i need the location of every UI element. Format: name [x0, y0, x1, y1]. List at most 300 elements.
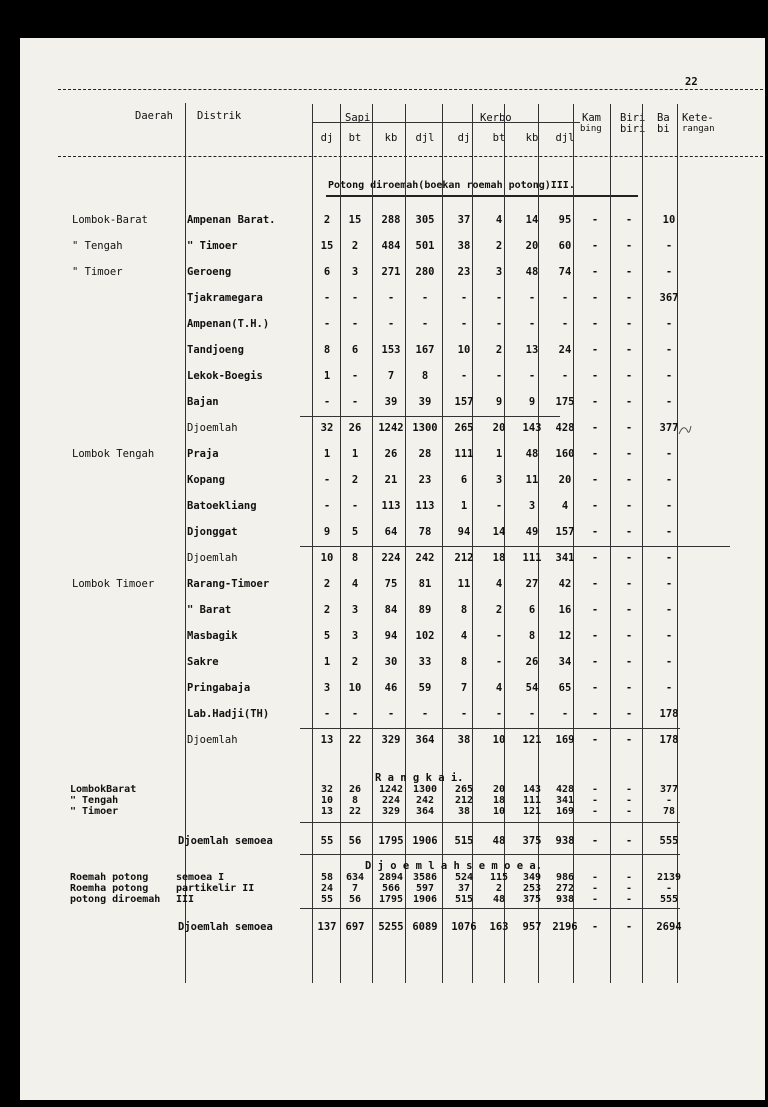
- grand-cell: -: [591, 894, 599, 905]
- table-cell: -: [591, 214, 599, 226]
- table-cell: -: [591, 422, 599, 434]
- table-cell: 27: [525, 578, 539, 590]
- table-cell: 169: [555, 734, 575, 746]
- table-cell: -: [625, 708, 633, 720]
- rangkai-cell: 38: [457, 806, 471, 817]
- table-cell: 65: [558, 682, 572, 694]
- table-cell: -: [495, 370, 503, 382]
- table-cell: 2: [495, 604, 503, 616]
- table-cell: 78: [418, 526, 432, 538]
- grand-label-2: semoea I: [176, 872, 225, 883]
- grand-total-cell: 6089: [412, 921, 438, 933]
- table-cell: 265: [454, 422, 474, 434]
- table-cell: 38: [457, 734, 471, 746]
- table-cell: 10: [457, 344, 471, 356]
- column-divider: [538, 104, 539, 983]
- table-cell: -: [528, 708, 536, 720]
- table-cell: 178: [659, 708, 679, 720]
- rangkai-rule: [300, 822, 680, 823]
- row-distrik: Sakre: [187, 656, 219, 668]
- row-distrik: Tandjoeng: [187, 344, 244, 356]
- column-divider: [442, 104, 443, 983]
- table-cell: 271: [381, 266, 401, 278]
- grand-label: Roemha potong: [70, 883, 149, 894]
- table-cell: 48: [525, 448, 539, 460]
- row-distrik: Pringabaja: [187, 682, 251, 694]
- grand-cell: 2894: [378, 872, 404, 883]
- table-cell: -: [665, 370, 673, 382]
- table-cell: -: [625, 474, 633, 486]
- table-cell: 3: [323, 682, 331, 694]
- table-cell: 1: [323, 656, 331, 668]
- row-daerah: " Tengah: [72, 240, 123, 252]
- column-divider: [573, 104, 574, 983]
- grand-cell: 3586: [412, 872, 438, 883]
- table-cell: 34: [558, 656, 572, 668]
- table-cell: -: [625, 630, 633, 642]
- grand-cell: 56: [348, 894, 362, 905]
- table-cell: 4: [495, 578, 503, 590]
- table-cell: -: [665, 656, 673, 668]
- table-cell: 15: [348, 214, 362, 226]
- table-cell: 3: [351, 266, 359, 278]
- table-cell: 48: [525, 266, 539, 278]
- table-cell: 94: [384, 630, 398, 642]
- table-cell: 21: [384, 474, 398, 486]
- table-cell: 501: [415, 240, 435, 252]
- rangkai-cell: 10: [320, 795, 334, 806]
- table-cell: 4: [495, 214, 503, 226]
- table-cell: -: [665, 630, 673, 642]
- document-page: [20, 38, 765, 1100]
- table-cell: 5: [323, 630, 331, 642]
- rangkai-cell: 169: [555, 806, 575, 817]
- table-cell: -: [351, 292, 359, 304]
- grand-cell: 48: [492, 894, 506, 905]
- table-cell: 6: [351, 344, 359, 356]
- table-cell: 329: [381, 734, 401, 746]
- table-cell: 178: [659, 734, 679, 746]
- row-distrik: Praja: [187, 448, 219, 460]
- table-cell: -: [528, 318, 536, 330]
- grand-total-cell: 163: [489, 921, 509, 933]
- table-cell: -: [591, 578, 599, 590]
- grand-cell: 524: [454, 872, 474, 883]
- column-divider: [185, 103, 186, 983]
- table-cell: 242: [415, 552, 435, 564]
- table-cell: -: [495, 292, 503, 304]
- table-cell: 26: [384, 448, 398, 460]
- table-cell: 8: [460, 604, 468, 616]
- header-kerbo: Kerbo: [480, 112, 512, 124]
- table-cell: 54: [525, 682, 539, 694]
- grand-total-cell: 2196: [552, 921, 578, 933]
- table-cell: -: [591, 396, 599, 408]
- rangkai-cell: 212: [454, 795, 474, 806]
- sub-header-cell: kb: [525, 132, 539, 144]
- table-cell: 37: [457, 214, 471, 226]
- table-cell: 23: [457, 266, 471, 278]
- sapi-underline: [312, 122, 472, 123]
- table-cell: -: [351, 708, 359, 720]
- table-cell: -: [351, 370, 359, 382]
- rangkai-cell: 143: [522, 784, 542, 795]
- column-divider: [405, 104, 406, 983]
- grand-cell: 555: [659, 894, 679, 905]
- table-cell: 9: [495, 396, 503, 408]
- rangkai-total-label: Djoemlah semoea: [178, 835, 273, 847]
- grand-total-cell: 1076: [451, 921, 477, 933]
- ink-mark: [675, 420, 695, 440]
- table-cell: -: [591, 656, 599, 668]
- table-cell: 7: [460, 682, 468, 694]
- sub-header-cell: bt: [492, 132, 506, 144]
- rangkai-cell: 224: [381, 795, 401, 806]
- rangkai-cell: 20: [492, 784, 506, 795]
- rangkai-cell: -: [625, 795, 633, 806]
- rangkai-cell: 8: [351, 795, 359, 806]
- table-cell: 26: [348, 422, 362, 434]
- table-cell: 1242: [378, 422, 404, 434]
- table-cell: 1: [323, 370, 331, 382]
- table-cell: 13: [525, 344, 539, 356]
- table-cell: 102: [415, 630, 435, 642]
- sub-header-cell: bt: [348, 132, 362, 144]
- table-cell: -: [323, 318, 331, 330]
- sub-header-cell: dj: [320, 132, 334, 144]
- table-cell: -: [665, 344, 673, 356]
- table-cell: 8: [528, 630, 536, 642]
- table-cell: -: [561, 708, 569, 720]
- row-distrik: Tjakramegara: [187, 292, 263, 304]
- table-cell: -: [625, 396, 633, 408]
- rangkai-cell: -: [625, 784, 633, 795]
- table-cell: 8: [351, 552, 359, 564]
- table-cell: 39: [418, 396, 432, 408]
- table-cell: -: [387, 318, 395, 330]
- rangkai-total-cell: 375: [522, 835, 542, 847]
- grand-cell: 55: [320, 894, 334, 905]
- table-cell: -: [591, 448, 599, 460]
- rangkai-cell: 32: [320, 784, 334, 795]
- table-cell: -: [665, 578, 673, 590]
- grand-label-2: III: [176, 894, 195, 905]
- table-cell: 38: [457, 240, 471, 252]
- table-cell: 1: [460, 500, 468, 512]
- table-cell: -: [591, 604, 599, 616]
- row-distrik: Rarang-Timoer: [187, 578, 270, 590]
- table-cell: 428: [555, 422, 575, 434]
- table-cell: 111: [454, 448, 474, 460]
- table-cell: 11: [525, 474, 539, 486]
- table-cell: 22: [348, 734, 362, 746]
- rangkai-cell: 10: [492, 806, 506, 817]
- table-cell: 8: [421, 370, 429, 382]
- table-cell: 364: [415, 734, 435, 746]
- table-cell: 175: [555, 396, 575, 408]
- table-cell: -: [495, 318, 503, 330]
- table-cell: 14: [492, 526, 506, 538]
- table-cell: 13: [320, 734, 334, 746]
- table-cell: -: [625, 266, 633, 278]
- table-cell: -: [665, 448, 673, 460]
- rangkai-cell: 1242: [378, 784, 404, 795]
- rangkai-cell: -: [591, 806, 599, 817]
- grand-cell: 2: [495, 883, 503, 894]
- table-cell: 1300: [412, 422, 438, 434]
- rangkai-cell: 111: [522, 795, 542, 806]
- table-cell: 14: [525, 214, 539, 226]
- header-kam-2: bing: [580, 124, 602, 134]
- page-number: 22: [685, 76, 698, 88]
- top-dashed-rule: [58, 89, 763, 90]
- rangkai-total-rule: [300, 854, 680, 855]
- table-cell: 26: [525, 656, 539, 668]
- grand-cell: -: [625, 894, 633, 905]
- table-cell: -: [591, 474, 599, 486]
- rangkai-cell: 265: [454, 784, 474, 795]
- table-cell: -: [625, 344, 633, 356]
- table-cell: -: [665, 682, 673, 694]
- table-cell: -: [625, 448, 633, 460]
- grand-total-cell: 5255: [378, 921, 404, 933]
- table-cell: 2: [323, 214, 331, 226]
- table-cell: 8: [323, 344, 331, 356]
- table-cell: -: [460, 318, 468, 330]
- kerbo-underline: [472, 122, 580, 123]
- rangkai-title: R a n g k a i.: [375, 772, 464, 784]
- table-cell: 367: [659, 292, 679, 304]
- table-cell: -: [591, 526, 599, 538]
- table-cell: 15: [320, 240, 334, 252]
- rangkai-cell: 121: [522, 806, 542, 817]
- header-distrik: Distrik: [197, 110, 242, 122]
- table-cell: -: [625, 526, 633, 538]
- row-rule-djonggat: [300, 546, 730, 547]
- table-cell: -: [591, 240, 599, 252]
- header-keterangan-2: rangan: [682, 124, 715, 134]
- table-cell: 20: [525, 240, 539, 252]
- grand-label: Roemah potong: [70, 872, 149, 883]
- grand-total-cell: 697: [345, 921, 365, 933]
- rangkai-cell: -: [625, 806, 633, 817]
- table-cell: 2: [351, 240, 359, 252]
- row-distrik: Djoemlah: [187, 734, 238, 746]
- grand-cell: 1906: [412, 894, 438, 905]
- table-cell: 2: [495, 240, 503, 252]
- table-cell: -: [625, 240, 633, 252]
- table-cell: 4: [495, 682, 503, 694]
- rangkai-cell: 13: [320, 806, 334, 817]
- table-cell: -: [351, 318, 359, 330]
- grand-cell: 634: [345, 872, 365, 883]
- sub-header-cell: djl: [415, 132, 435, 144]
- grand-cell: 566: [381, 883, 401, 894]
- table-cell: -: [591, 682, 599, 694]
- row-distrik: Lab.Hadji(TH): [187, 708, 270, 720]
- table-cell: 75: [384, 578, 398, 590]
- header-sapi: Sapi: [345, 112, 371, 124]
- table-cell: 212: [454, 552, 474, 564]
- grand-label: potong diroemah: [70, 894, 161, 905]
- table-cell: -: [460, 708, 468, 720]
- rangkai-total-cell: -: [591, 835, 599, 847]
- grand-total-cell: -: [625, 921, 633, 933]
- table-cell: 3: [495, 474, 503, 486]
- table-cell: -: [665, 396, 673, 408]
- grand-cell: -: [591, 872, 599, 883]
- table-cell: 74: [558, 266, 572, 278]
- subtotal-rule-barat: [300, 416, 560, 417]
- row-distrik: Djonggat: [187, 526, 238, 538]
- table-cell: 2: [495, 344, 503, 356]
- rangkai-cell: 26: [348, 784, 362, 795]
- table-cell: -: [561, 318, 569, 330]
- grand-total-cell: -: [591, 921, 599, 933]
- table-cell: -: [387, 708, 395, 720]
- table-cell: 9: [528, 396, 536, 408]
- table-cell: -: [591, 344, 599, 356]
- rangkai-cell: -: [591, 795, 599, 806]
- table-cell: 9: [323, 526, 331, 538]
- table-cell: 3: [351, 630, 359, 642]
- table-cell: 4: [561, 500, 569, 512]
- column-divider: [340, 104, 341, 983]
- table-cell: -: [625, 682, 633, 694]
- table-cell: -: [351, 500, 359, 512]
- table-cell: 3: [528, 500, 536, 512]
- table-cell: 1: [495, 448, 503, 460]
- table-cell: 143: [522, 422, 542, 434]
- table-cell: -: [591, 552, 599, 564]
- row-daerah: Lombok Timoer: [72, 578, 155, 590]
- table-cell: 224: [381, 552, 401, 564]
- table-cell: 7: [387, 370, 395, 382]
- table-cell: -: [591, 266, 599, 278]
- header-ba-1: Ba: [657, 112, 670, 124]
- table-cell: 6: [323, 266, 331, 278]
- table-cell: -: [323, 474, 331, 486]
- table-cell: 157: [454, 396, 474, 408]
- table-cell: -: [561, 370, 569, 382]
- table-cell: 16: [558, 604, 572, 616]
- table-cell: 113: [415, 500, 435, 512]
- rangkai-cell: 364: [415, 806, 435, 817]
- table-cell: 111: [522, 552, 542, 564]
- table-cell: 3: [351, 604, 359, 616]
- table-cell: -: [665, 266, 673, 278]
- table-cell: 2: [323, 578, 331, 590]
- table-cell: -: [625, 578, 633, 590]
- table-cell: 121: [522, 734, 542, 746]
- table-cell: -: [591, 318, 599, 330]
- rangkai-total-cell: 938: [555, 835, 575, 847]
- table-cell: 288: [381, 214, 401, 226]
- rangkai-cell: 18: [492, 795, 506, 806]
- table-cell: -: [625, 604, 633, 616]
- header-biri-2: biri: [620, 123, 646, 135]
- table-cell: 280: [415, 266, 435, 278]
- table-cell: 81: [418, 578, 432, 590]
- rangkai-total-cell: 56: [348, 835, 362, 847]
- grand-cell: 986: [555, 872, 575, 883]
- table-cell: -: [665, 552, 673, 564]
- rangkai-label: " Timoer: [70, 806, 119, 817]
- table-cell: -: [665, 500, 673, 512]
- rangkai-total-cell: 1795: [378, 835, 404, 847]
- header-ba-2: bi: [657, 123, 670, 135]
- rangkai-cell: 22: [348, 806, 362, 817]
- rangkai-total-cell: 48: [492, 835, 506, 847]
- grand-cell: -: [625, 872, 633, 883]
- grand-total-cell: 137: [317, 921, 337, 933]
- grand-cell: -: [591, 883, 599, 894]
- table-cell: -: [625, 656, 633, 668]
- table-cell: 2: [351, 656, 359, 668]
- table-cell: 153: [381, 344, 401, 356]
- header-daerah: Daerah: [135, 110, 173, 122]
- rangkai-total-cell: 515: [454, 835, 474, 847]
- table-cell: -: [495, 656, 503, 668]
- grand-cell: 2139: [656, 872, 682, 883]
- table-cell: 42: [558, 578, 572, 590]
- table-cell: -: [387, 292, 395, 304]
- table-cell: 64: [384, 526, 398, 538]
- rangkai-label: LombokBarat: [70, 784, 137, 795]
- rangkai-cell: 78: [662, 806, 676, 817]
- table-cell: -: [323, 292, 331, 304]
- grand-cell: 938: [555, 894, 575, 905]
- rangkai-cell: 242: [415, 795, 435, 806]
- row-distrik: Lekok-Boegis: [187, 370, 263, 382]
- table-cell: 30: [384, 656, 398, 668]
- table-cell: 39: [384, 396, 398, 408]
- column-divider: [312, 104, 313, 983]
- grand-total-cell: 2694: [656, 921, 682, 933]
- column-divider: [504, 104, 505, 983]
- grand-total-cell: 957: [522, 921, 542, 933]
- row-distrik: Djoemlah: [187, 552, 238, 564]
- table-cell: -: [323, 708, 331, 720]
- table-cell: 4: [460, 630, 468, 642]
- rangkai-cell: 341: [555, 795, 575, 806]
- table-cell: 94: [457, 526, 471, 538]
- table-cell: 377: [659, 422, 679, 434]
- table-cell: 167: [415, 344, 435, 356]
- table-cell: -: [495, 500, 503, 512]
- table-cell: -: [421, 292, 429, 304]
- grand-rule: [300, 908, 680, 909]
- table-cell: 18: [492, 552, 506, 564]
- section-title: Potong diroemah(boekan roemah potong)III.: [328, 180, 575, 191]
- rangkai-cell: 1300: [412, 784, 438, 795]
- grand-title: D j o e m l a h s e m o e a.: [365, 860, 543, 872]
- table-cell: -: [625, 292, 633, 304]
- table-cell: 24: [558, 344, 572, 356]
- table-cell: 2: [351, 474, 359, 486]
- table-cell: 46: [384, 682, 398, 694]
- rangkai-cell: -: [591, 784, 599, 795]
- table-cell: -: [665, 604, 673, 616]
- table-cell: -: [561, 292, 569, 304]
- rangkai-total-cell: 1906: [412, 835, 438, 847]
- table-cell: -: [460, 370, 468, 382]
- table-cell: 28: [418, 448, 432, 460]
- grand-cell: -: [625, 883, 633, 894]
- table-cell: 341: [555, 552, 575, 564]
- table-cell: 20: [492, 422, 506, 434]
- table-cell: 1: [323, 448, 331, 460]
